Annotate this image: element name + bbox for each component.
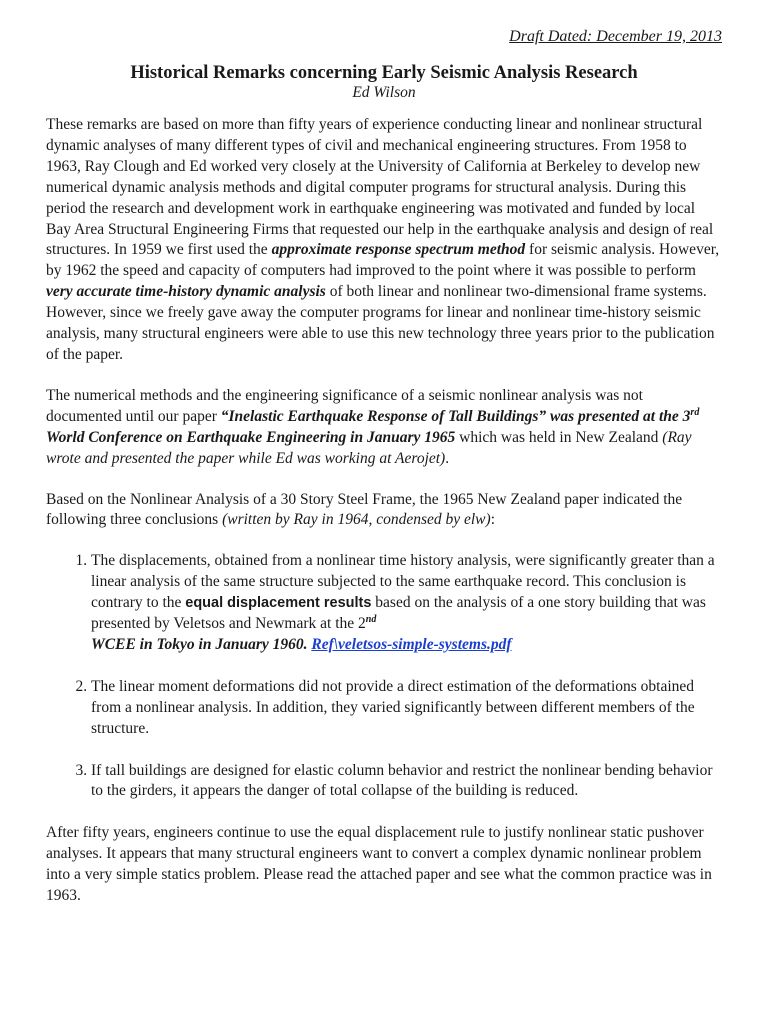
reference-link[interactable]: Ref\veletsos-simple-systems.pdf — [311, 635, 512, 653]
paragraph-paper — [46, 386, 722, 470]
text-run: Based on the Nonlinear Analysis of a 30 Story Steel Frame, the 1965 New Zealand paper indicated the following three conclusions — [46, 490, 683, 529]
text-run: The displacements, obtained from a nonlinear time history analysis, were significantly greater than a linear analysis of the same structure subjected to the same earthquake record. This conclusion is contrary to the — [91, 552, 715, 612]
list-item — [91, 551, 722, 656]
text-run: which was held in New Zealand — [455, 428, 663, 446]
text-run: for seismic analysis. However, by 1962 the speed and capacity of computers had improved to the point where it was possible to perform — [46, 241, 720, 280]
emphasis-wcee: WCEE in Tokyo in January 1960. — [91, 635, 308, 653]
text-run: The numerical methods and the engineering significance of a seismic nonlinear analysis was not documented until our paper — [46, 386, 643, 425]
emphasis-paper-title: “Inelastic Earthquake Response of Tall Buildings” was presented at the 3 — [220, 407, 691, 425]
emphasis-equal-displacement: equal displacement results — [185, 595, 372, 612]
paragraph-intro — [46, 115, 722, 366]
conclusions-list — [46, 551, 722, 802]
italic-note: (Ray wrote and presented the paper while Ed was working at Aerojet) — [46, 428, 692, 467]
emphasis-conference: World Conference on Earthquake Engineering in January 1965 — [46, 428, 456, 446]
author-name: Ed Wilson — [352, 84, 416, 101]
paragraph-closing: After fifty years, engineers continue to use the equal displacement rule to justify nonlinear static pushover analyses. It appears that many structural engineers want to convert a complex dynamic nonlinear problem into a very simple statics problem. Please read the attached paper and see what the common practice was in 1963. — [46, 824, 712, 905]
text-run: of both linear and nonlinear two-dimensional frame systems. However, since we freely gave away the computer programs for linear and nonlinear time-history seismic analysis, many structural engineers were able to use this new technology three years prior to the publication of the paper. — [46, 283, 715, 363]
italic-note: (written by Ray in 1964, condensed by elw) — [222, 511, 491, 529]
paragraph-conclusions-intro — [46, 490, 722, 532]
text-run: The linear moment deformations did not provide a direct estimation of the deformations obtained from a nonlinear analysis. In addition, they varied significantly between different members of the structure. — [91, 677, 695, 737]
text-run: If tall buildings are designed for elastic column behavior and restrict the nonlinear bending behavior to the girders, it appears the danger of total collapse of the building is reduced. — [91, 761, 713, 800]
emphasis-response-spectrum: approximate response spectrum method — [271, 241, 526, 259]
superscript: rd — [690, 406, 700, 418]
text-run: These remarks are based on more than fifty years of experience conducting linear and nonlinear structural dynamic analyses of many different types of civil and mechanical engineering structures. From 1958 to 1963, Ray Clough and Ed worked very closely at the University of California at Berkeley to develop new numerical dynamic analysis methods and digital computer programs for structural analysis. During this period the research and development work in earthquake engineering was motivated and funded by local Bay Area Structural Engineering Firms that requested our help in the earthquake analysis and design of real structures. In 1959 we first used the — [46, 116, 714, 259]
draft-date: Draft Dated: December 19, 2013 — [509, 28, 722, 45]
text-run: based on the analysis of a one story building that was presented by Veletsos and Newmark at the 2 — [91, 594, 706, 633]
text-run: . — [445, 449, 450, 467]
list-item — [91, 677, 722, 740]
text-run: : — [490, 511, 495, 529]
list-item — [91, 761, 722, 803]
emphasis-time-history: very accurate time-history dynamic analysis — [46, 283, 326, 301]
document-title: Historical Remarks concerning Early Seismic Analysis Research — [130, 63, 638, 83]
superscript: nd — [365, 613, 377, 625]
